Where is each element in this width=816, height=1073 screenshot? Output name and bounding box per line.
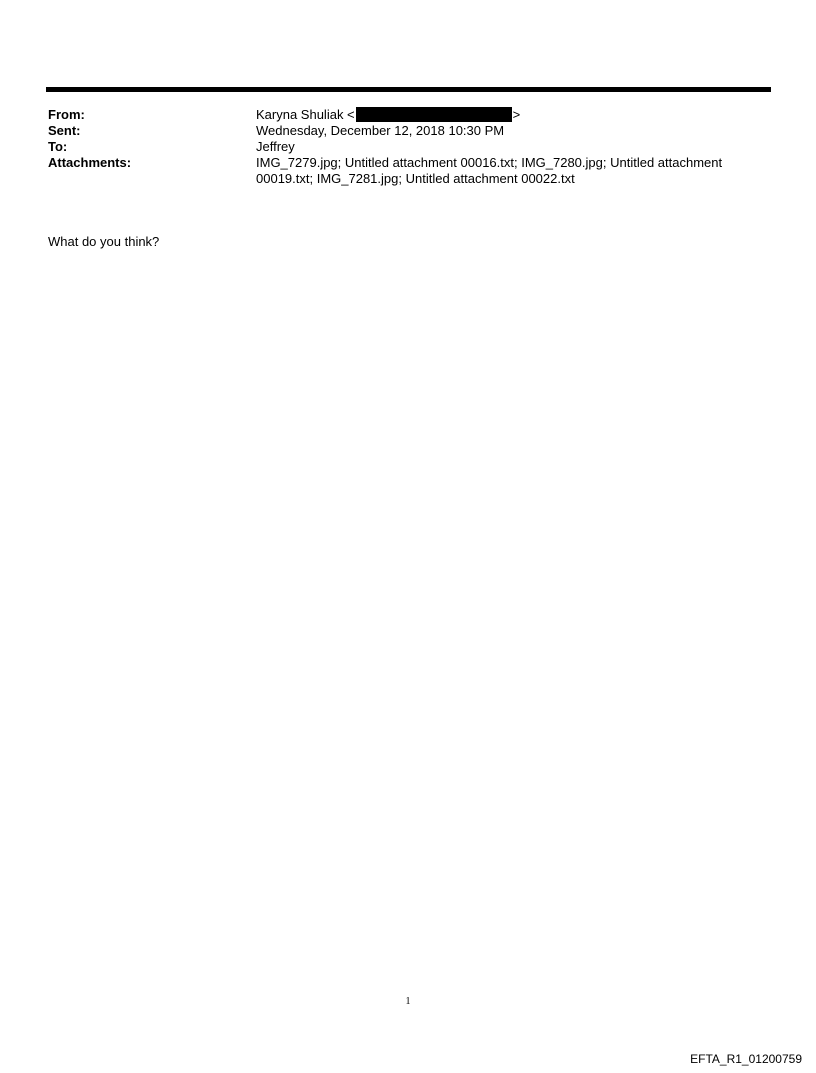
- from-row: [48, 107, 768, 123]
- email-header: [48, 107, 768, 187]
- bates-number: EFTA_R1_01200759: [690, 1052, 802, 1066]
- sent-label: Sent:: [48, 123, 81, 138]
- attachments-label: Attachments:: [48, 155, 132, 170]
- from-value: [256, 107, 768, 123]
- attachments-value: IMG_7279.jpg; Untitled attachment 00016.txt; IMG_7280.jpg; Untitled attachment 00019.txt; IMG_7281.jpg; Untitled attachment 00022.txt: [256, 155, 723, 186]
- redaction-block: [356, 107, 512, 122]
- to-label: To:: [48, 139, 68, 154]
- sent-row: [48, 123, 768, 139]
- email-body: What do you think?: [48, 234, 160, 249]
- to-row: [48, 139, 768, 155]
- from-name: Karyna Shuliak <: [256, 107, 355, 122]
- from-close: >: [512, 107, 521, 122]
- sent-value: Wednesday, December 12, 2018 10:30 PM: [256, 123, 505, 138]
- from-label: From:: [48, 107, 85, 122]
- to-value: Jeffrey: [256, 139, 295, 154]
- page-number: 1: [405, 996, 411, 1007]
- attachments-row: [48, 155, 768, 187]
- header-divider: [46, 87, 771, 92]
